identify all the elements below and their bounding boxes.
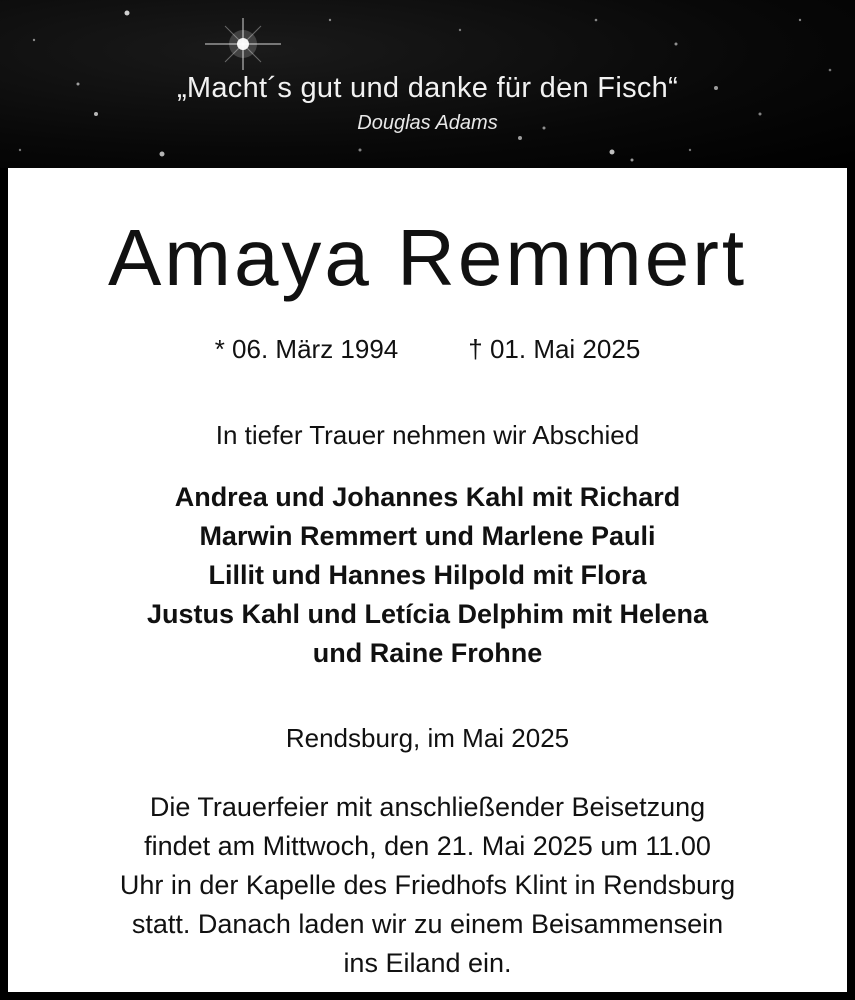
funeral-line: ins Eiland ein. — [343, 948, 512, 978]
birth-date: * 06. März 1994 — [214, 334, 399, 364]
mourner-line: Andrea und Johannes Kahl mit Richard — [174, 482, 681, 512]
funeral-details — [8, 788, 847, 983]
mourner-line: Marwin Remmert und Marlene Pauli — [199, 521, 656, 551]
funeral-line: Uhr in der Kapelle des Friedhofs Klint in Rendsburg — [119, 870, 736, 900]
mourner-line: und Raine Frohne — [312, 638, 543, 668]
obituary-card — [8, 168, 847, 992]
starry-header — [0, 0, 855, 168]
mourner-line: Justus Kahl und Letícia Delphim mit Helena — [146, 599, 709, 629]
deceased-name: Amaya Remmert — [107, 213, 748, 302]
place-date: Rendsburg, im Mai 2025 — [285, 723, 570, 753]
mourners-list — [8, 478, 847, 673]
funeral-line: statt. Danach laden wir zu einem Beisammensein — [131, 909, 724, 939]
quote-text: „Macht´s gut und danke für den Fisch“ — [176, 72, 679, 104]
mourner-line: Lillit und Hannes Hilpold mit Flora — [208, 560, 647, 590]
death-date: † 01. Mai 2025 — [468, 334, 641, 364]
quote-author: Douglas Adams — [357, 112, 498, 134]
funeral-line: Die Trauerfeier mit anschließender Beisetzung — [149, 792, 706, 822]
mourning-intro: In tiefer Trauer nehmen wir Abschied — [215, 420, 640, 450]
funeral-line: findet am Mittwoch, den 21. Mai 2025 um 11.00 — [144, 831, 711, 861]
life-dates — [8, 334, 847, 365]
